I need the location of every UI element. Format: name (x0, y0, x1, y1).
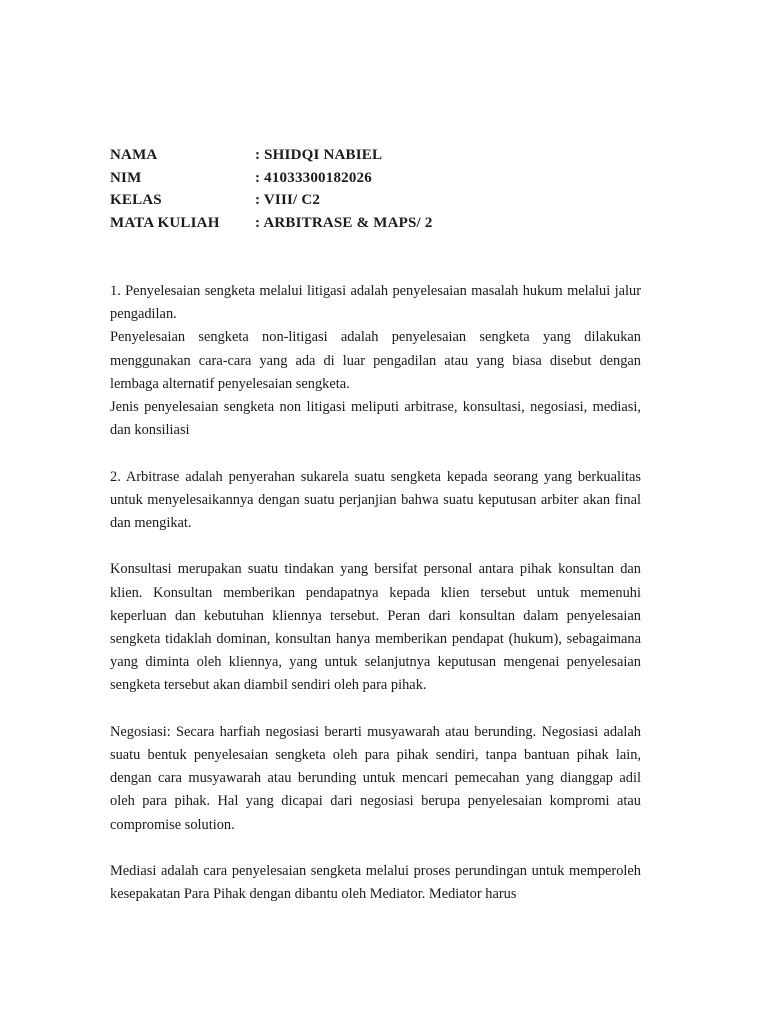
paragraph-spacer (110, 698, 641, 721)
paragraph-spacer (110, 535, 641, 558)
info-label: MATA KULIAH (110, 215, 220, 232)
paragraph-litigasi: 1. Penyelesaian sengketa melalui litigasi adalah penyelesaian masalah hukum melalui jalur pengadilan. (110, 283, 641, 323)
info-label: KELAS (110, 192, 162, 209)
info-row-nama (110, 144, 640, 167)
paragraph-konsultasi: Konsultasi merupakan suatu tindakan yang bersifat personal antara pihak konsultan dan klien. Konsultan memberikan pendapatnya kepada klien tersebut untuk memenuhi keperluan dan kebutuhan kliennya tersebut. Peran dari konsultan dalam penyelesaian sengketa tidaklah dominan, konsultan hanya memberikan pendapat (hukum), sebagaimana yang diminta oleh kliennya, yang untuk selanjutnya keputusan mengenai penyelesaian sengketa tersebut akan diambil sendiri oleh para pihak. (110, 561, 641, 694)
info-row-nim (110, 167, 640, 190)
paragraph-spacer (110, 442, 641, 465)
document-body (110, 280, 641, 906)
paragraph-mediasi: Mediasi adalah cara penyelesaian sengketa melalui proses perundingan untuk memperoleh kesepakatan Para Pihak dengan dibantu oleh Mediator. Mediator harus (110, 863, 641, 903)
info-value: : VIII/ C2 (255, 192, 321, 209)
info-label: NIM (110, 169, 142, 186)
info-value: : ARBITRASE & MAPS/ 2 (255, 215, 433, 232)
paragraph-spacer (110, 837, 641, 860)
info-label: NAMA (110, 147, 158, 163)
info-row-mata-kuliah (110, 212, 640, 235)
paragraph-non-litigasi: Penyelesaian sengketa non-litigasi adalah penyelesaian sengketa yang dilakukan menggunakan cara-cara yang ada di luar pengadilan atau yang biasa disebut dengan lembaga alternatif penyelesaian sengketa. (110, 329, 641, 392)
info-value: : 41033300182026 (255, 169, 372, 186)
paragraph-negosiasi: Negosiasi: Secara harfiah negosiasi berarti musyawarah atau berunding. Negosiasi adalah suatu bentuk penyelesaian sengketa oleh para pihak sendiri, tanpa bantuan pihak lain, dengan cara musyawarah atau berunding untuk mencari pemecahan yang dianggap adil oleh para pihak. Hal yang dicapai dari negosiasi berupa penyelesaian kompromi atau compromise solution. (110, 723, 641, 833)
student-info-header (110, 144, 640, 235)
info-value: : SHIDQI NABIEL (255, 147, 383, 163)
paragraph-arbitrase: 2. Arbitrase adalah penyerahan sukarela suatu sengketa kepada seorang yang berkualitas untuk menyelesaikannya dengan suatu perjanjian bahwa suatu keputusan arbiter akan final dan mengikat. (110, 468, 641, 532)
paragraph-jenis-non-litigasi: Jenis penyelesaian sengketa non litigasi meliputi arbitrase, konsultasi, negosiasi, mediasi, dan konsiliasi (110, 399, 641, 439)
info-row-kelas (110, 189, 640, 212)
